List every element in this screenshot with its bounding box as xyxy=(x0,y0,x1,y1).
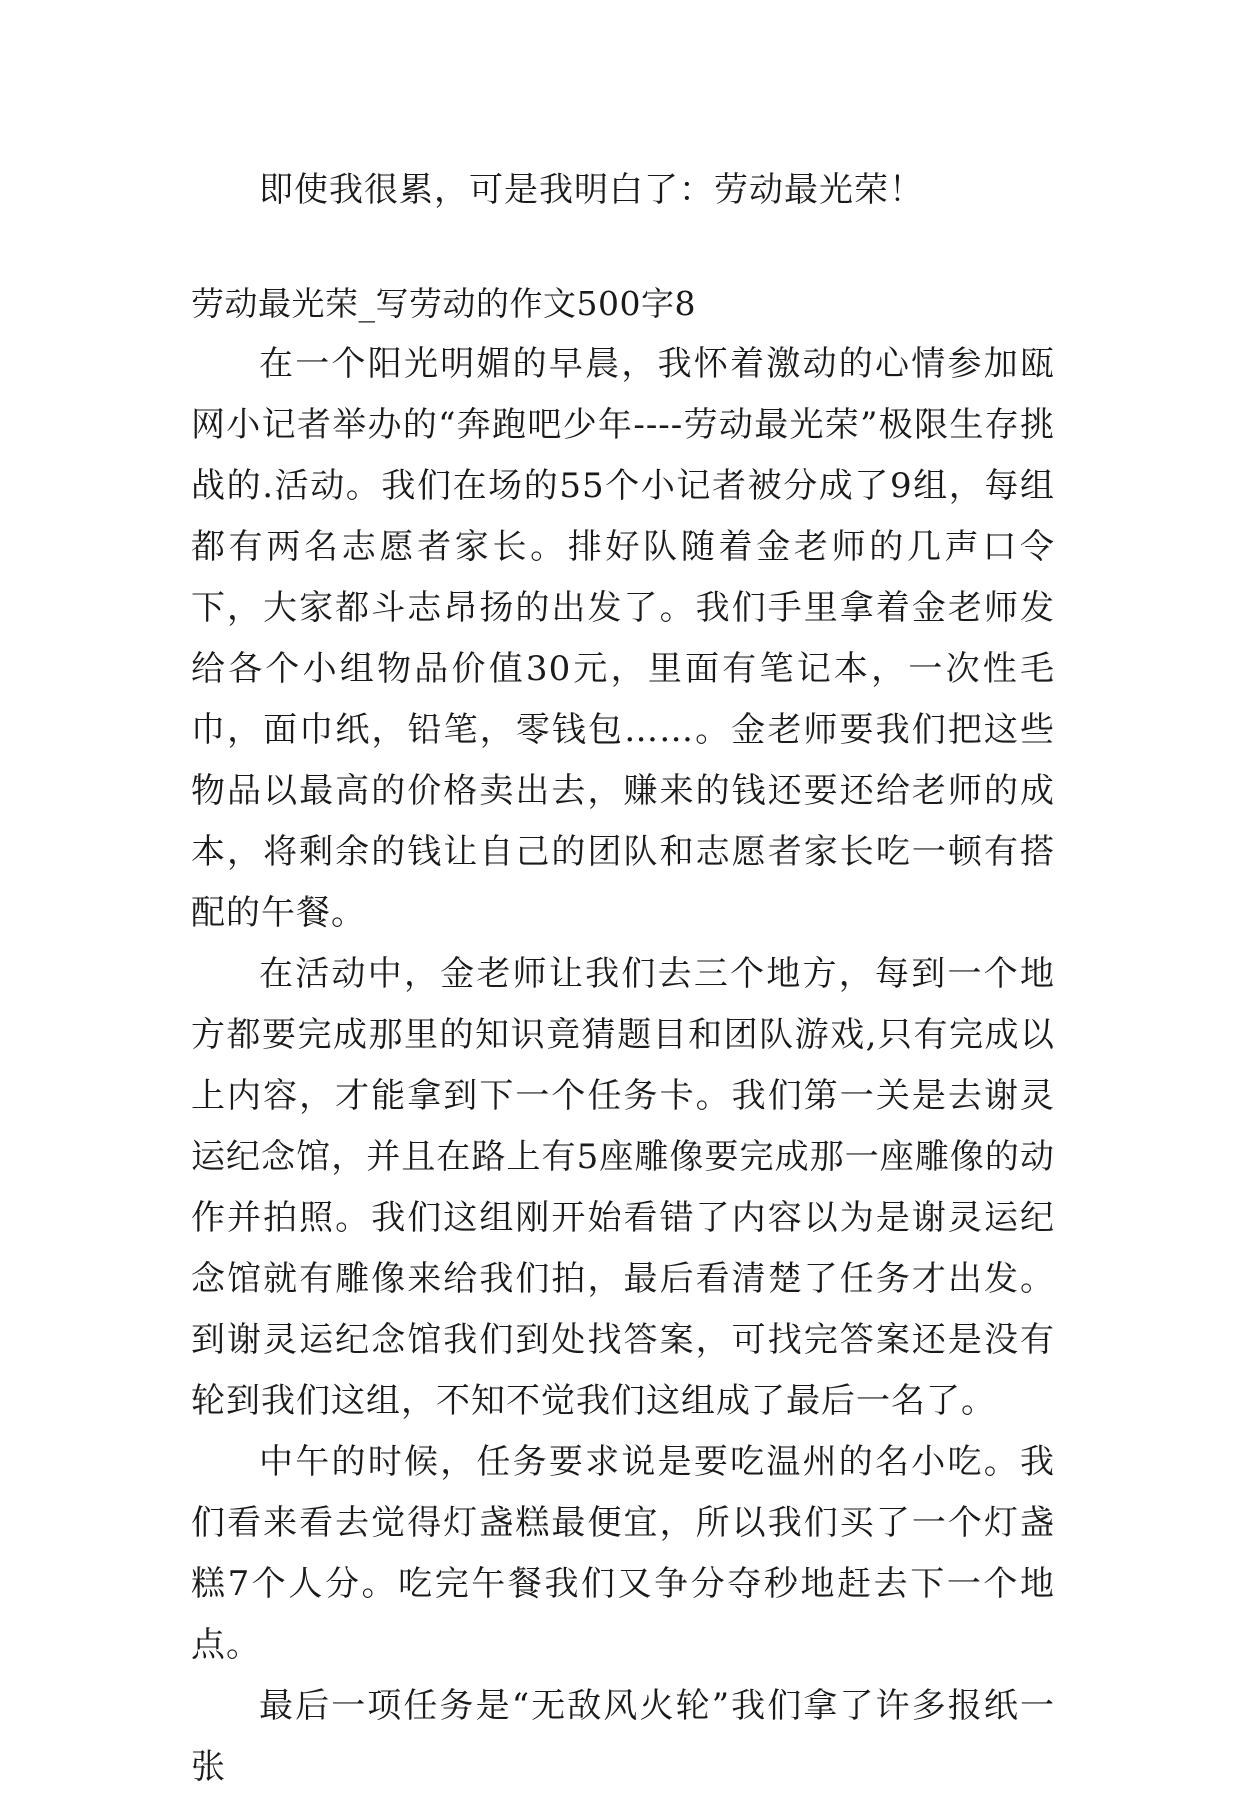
body-paragraph: 在活动中，金老师让我们去三个地方，每到一个地方都要完成那里的知识竟猜题目和团队游戏,只有完成以上内容，才能拿到下一个任务卡。我们第一关是去谢灵运纪念馆，并且在路上有5座雕像要完成那一座雕像的动作并拍照。我们这组刚开始看错了内容以为是谢灵运纪念馆就有雕像来给我们拍，最后看清楚了任务才出发。到谢灵运纪念馆我们到处找答案，可找完答案还是没有轮到我们这组，不知不觉我们这组成了最后一名了。 xyxy=(191,954,1055,1421)
body-paragraph: 在一个阳光明媚的早晨，我怀着激动的心情参加瓯网小记者举办的“奔跑吧少年----劳动最光荣”极限生存挑战的.活动。我们在场的55个小记者被分成了9组，每组都有两名志愿者家长。排好队随着金老师的几声口令下，大家都斗志昂扬的出发了。我们手里拿着金老师发给各个小组物品价值30元，里面有笔记本，一次性毛巾，面巾纸，铅笔，零钱包……。金老师要我们把这些物品以最高的价格卖出去，赚来的钱还要还给老师的成本，将剩余的钱让自己的团队和志愿者家长吃一顿有搭配的午餐。 xyxy=(191,344,1055,933)
document-body xyxy=(191,160,1055,1798)
body-paragraph: 中午的时候，任务要求说是要吃温州的名小吃。我们看来看去觉得灯盏糕最便宜，所以我们买了一个灯盏糕7个人分。吃完午餐我们又争分夺秒地赶去下一个地点。 xyxy=(191,1442,1055,1665)
paragraph-gap xyxy=(191,221,1055,273)
section-title: 劳动最光荣_写劳动的作文500字8 xyxy=(191,284,696,323)
intro-paragraph: 即使我很累，可是我明白了：劳动最光荣！ xyxy=(259,170,924,210)
body-paragraph: 最后一项任务是“无敌风火轮”我们拿了许多报纸一张 xyxy=(191,1686,1055,1787)
